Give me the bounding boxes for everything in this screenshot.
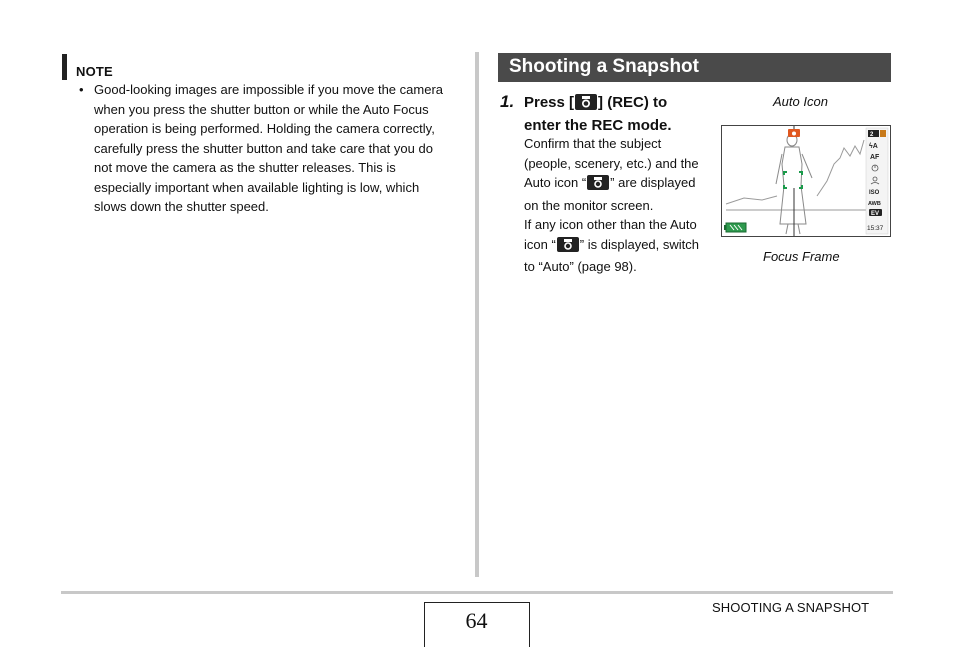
note-bullet: • bbox=[79, 82, 84, 97]
flash-icon: ϟA bbox=[869, 143, 878, 150]
step-paragraph-1: Confirm that the subject (people, scenery, etc.) and the Auto icon “ ” are displayed on the monitor screen. bbox=[524, 136, 699, 213]
step-number: 1. bbox=[500, 92, 515, 111]
svg-text:2: 2 bbox=[870, 132, 874, 138]
auto-icon-label: Auto Icon bbox=[773, 94, 828, 109]
battery-icon bbox=[724, 223, 746, 232]
awb-icon: AWB bbox=[868, 201, 881, 207]
step-heading bbox=[524, 93, 724, 136]
step-heading-mid: ] (REC) to bbox=[598, 94, 668, 111]
focus-frame-label: Focus Frame bbox=[763, 249, 840, 264]
monitor-screen-illustration bbox=[721, 125, 891, 237]
step-heading-pre: Press [ bbox=[524, 94, 575, 111]
svg-text:EV: EV bbox=[871, 211, 880, 217]
camera-icon bbox=[575, 94, 597, 116]
note-text: Good-looking images are impossible if you move the camera when you press the shutter button or while the Auto Focus operation is being performed. Holding the camera correctly, carefully press the shutter button and take care that you do not move the camera as the shutter releases. This is especially important when available lighting is low, which slows down the shutter speed. bbox=[94, 82, 444, 214]
section-title: Shooting a Snapshot bbox=[509, 56, 699, 77]
column-divider bbox=[475, 52, 479, 577]
focus-frame bbox=[784, 172, 802, 188]
monitor-screen-drawing bbox=[722, 126, 890, 236]
af-icon: AF bbox=[870, 154, 880, 161]
step-body bbox=[524, 134, 709, 277]
camera-icon bbox=[557, 237, 579, 258]
footer-section-label: SHOOTING A SNAPSHOT bbox=[712, 600, 870, 615]
page-number: 64 bbox=[465, 608, 488, 633]
step-paragraph-2: If any icon other than the Auto icon “ ” is displayed, switch to “Auto” (page 98). bbox=[524, 217, 700, 274]
iso-icon: ISO bbox=[869, 190, 880, 196]
camera-icon bbox=[587, 175, 609, 196]
note-title: NOTE bbox=[76, 64, 113, 79]
clock-time: 15:37 bbox=[867, 225, 884, 232]
footer-rule bbox=[61, 591, 893, 594]
step-heading-line2: enter the REC mode. bbox=[524, 117, 672, 134]
note-marker-bar bbox=[62, 54, 67, 80]
